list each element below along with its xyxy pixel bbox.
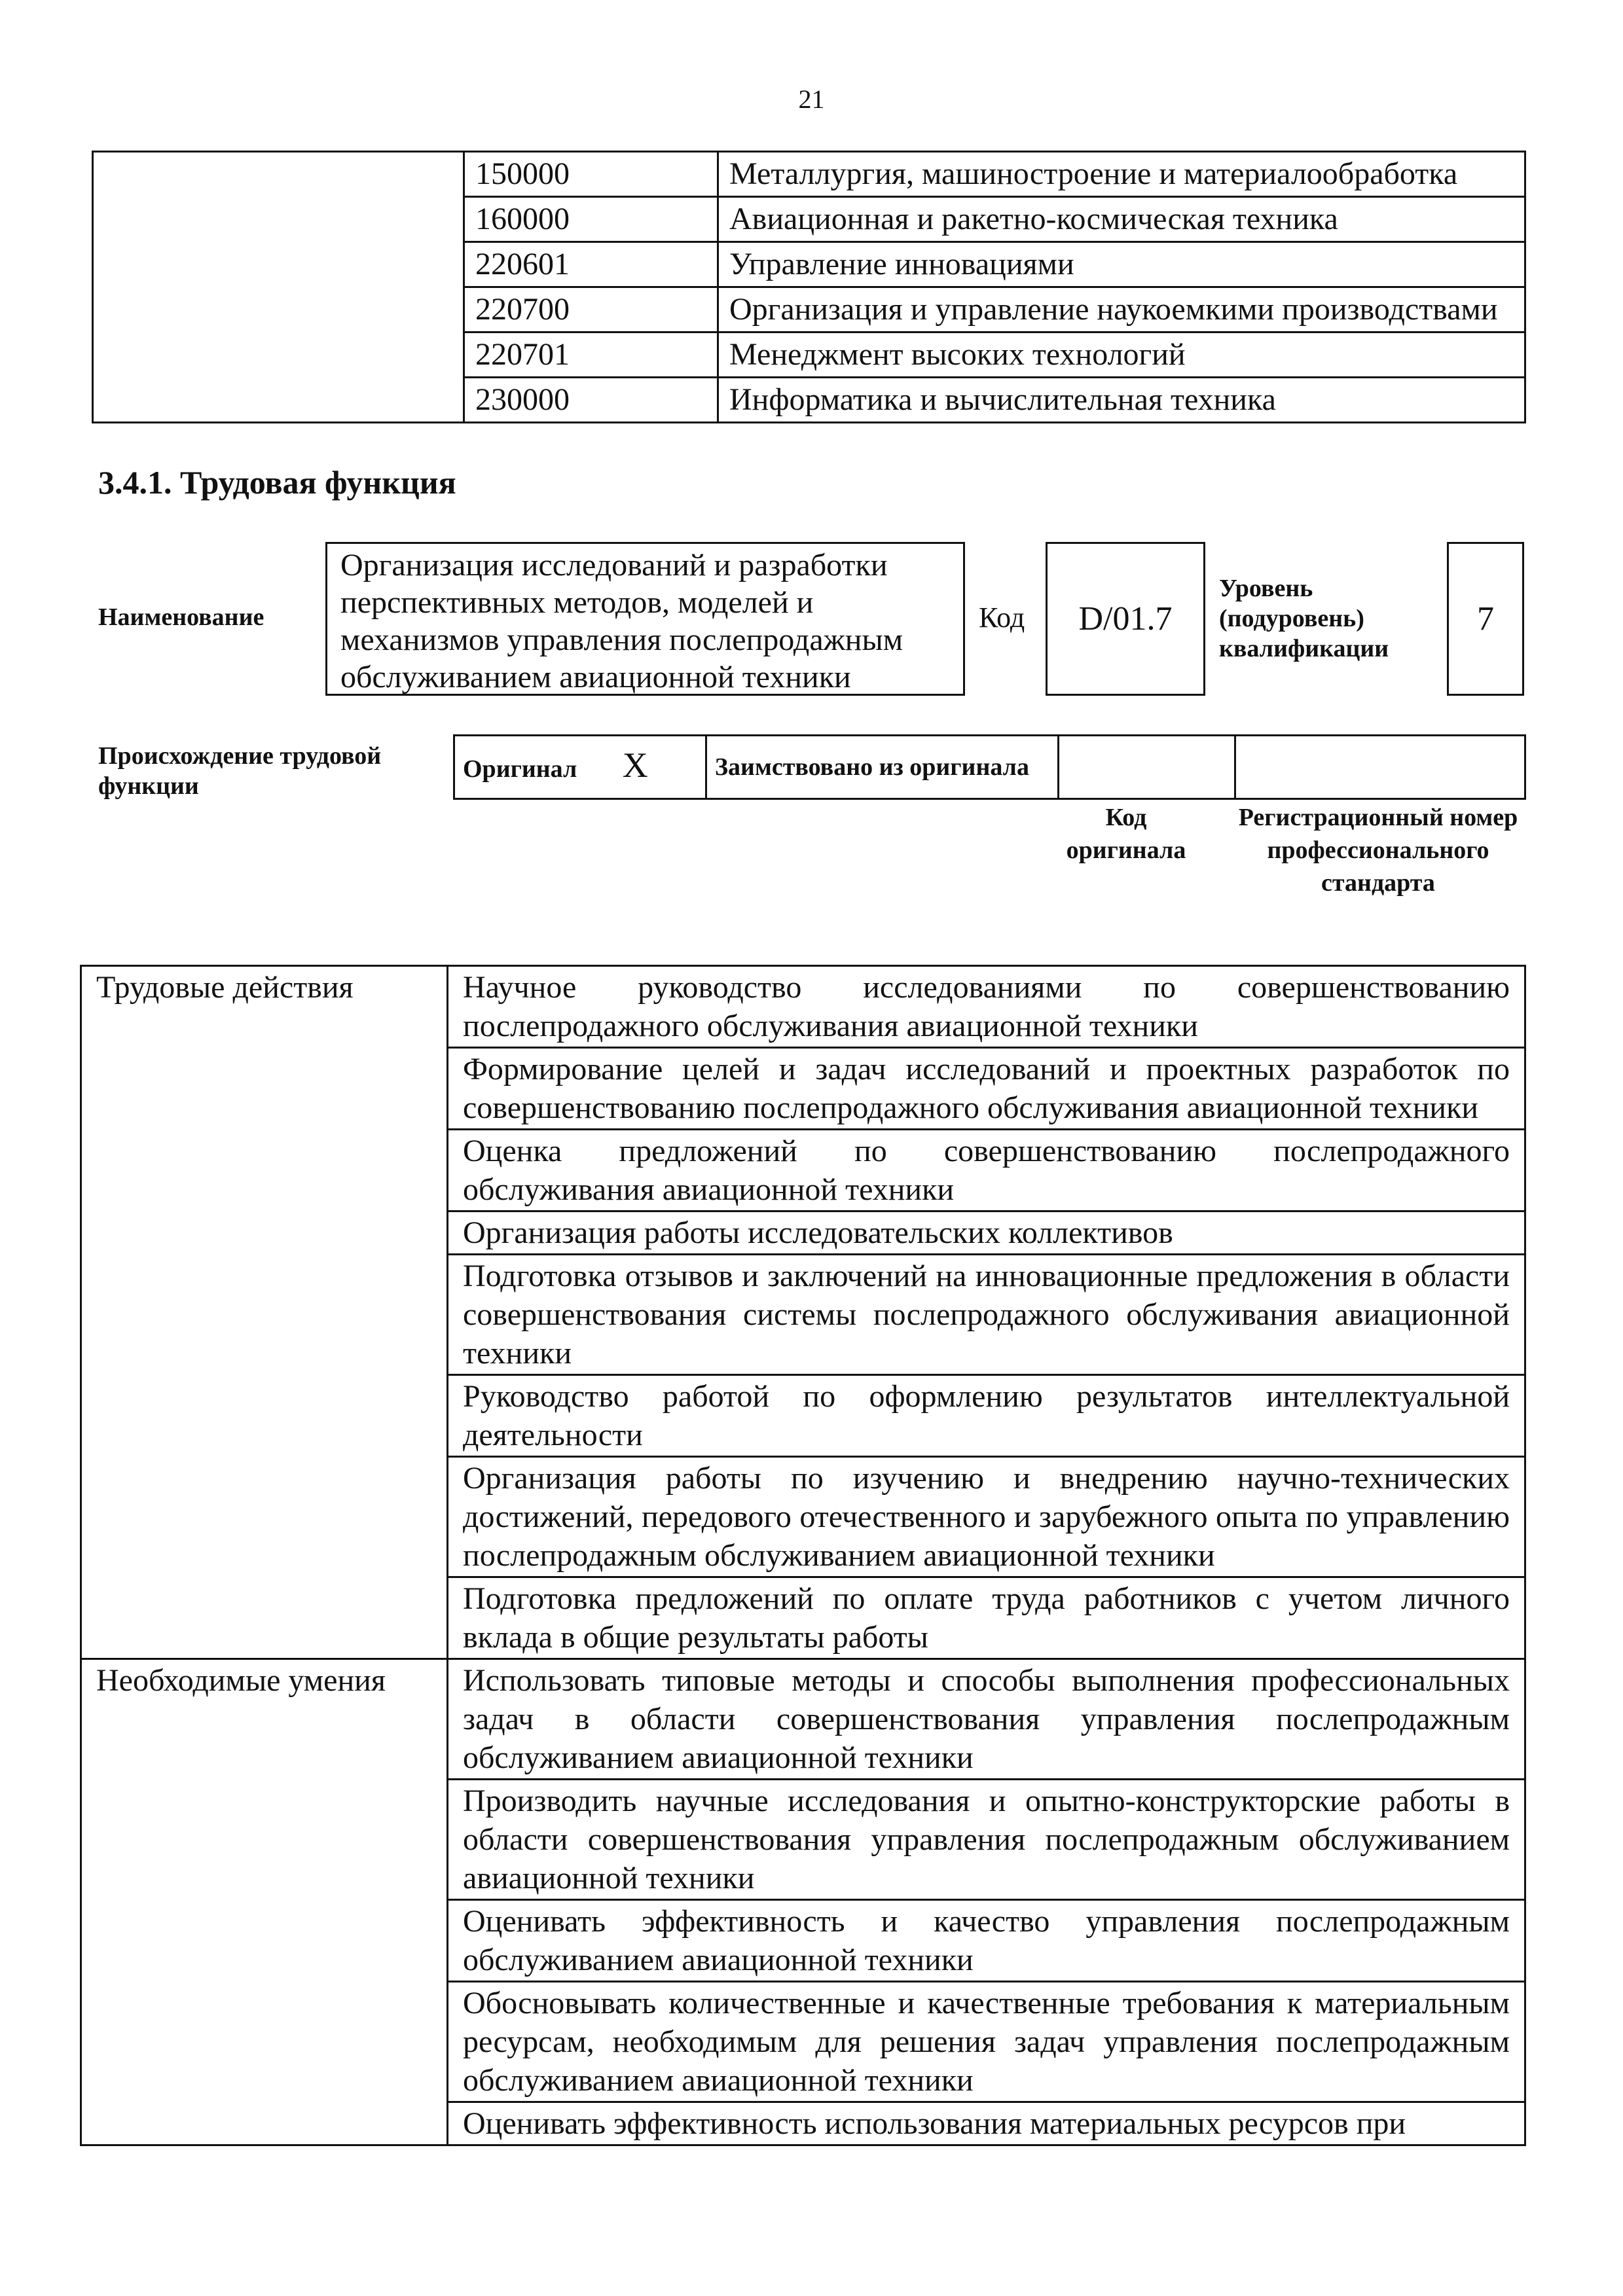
skills-label: Необходимые умения bbox=[81, 1659, 448, 2145]
function-name-box: Организация исследований и разработки перспективных методов, моделей и механизмов управления послепродажным обслуживанием авиационной техники bbox=[325, 542, 965, 696]
qualification-level-label: Уровень (подуровень) квалификации bbox=[1219, 575, 1389, 662]
code-cell: 150000 bbox=[464, 152, 718, 197]
table-row bbox=[81, 966, 1525, 1048]
original-code-caption: Код оригинала bbox=[1066, 804, 1186, 864]
list-item: Формирование целей и задач исследований и проектных разработок по совершенствованию послепродажного обслуживания авиационной техники bbox=[448, 1048, 1525, 1130]
name-cell: Металлургия, машиностроение и материалообработка bbox=[718, 152, 1525, 197]
list-item: Обосновывать количественные и качественные требования к материальным ресурсам, необходимым для решения задач управления послепродажным обслуживанием авиационной техники bbox=[448, 1982, 1525, 2102]
original-mark: X bbox=[622, 745, 648, 785]
specialty-codes-table bbox=[92, 151, 1526, 423]
function-details-table bbox=[80, 965, 1526, 2146]
name-cell: Менеджмент высоких технологий bbox=[718, 332, 1525, 378]
list-item: Оценивать эффективность использования материальных ресурсов при bbox=[448, 2102, 1525, 2145]
name-cell: Авиационная и ракетно-космическая техника bbox=[718, 197, 1525, 242]
original-label: Оригинал bbox=[463, 755, 577, 783]
code-label: Код bbox=[979, 601, 1025, 634]
list-item: Оценивать эффективность и качество управления послепродажным обслуживанием авиационной техники bbox=[448, 1900, 1525, 1982]
table-row bbox=[454, 736, 1525, 799]
name-cell: Управление инновациями bbox=[718, 242, 1525, 287]
name-cell: Организация и управление наукоемкими производствами bbox=[718, 287, 1525, 332]
origin-label: Происхождение трудовой функции bbox=[98, 742, 382, 800]
code-cell: 220700 bbox=[464, 287, 718, 332]
list-item: Научное руководство исследованиями по совершенствованию послепродажного обслуживания авиационной техники bbox=[448, 966, 1525, 1048]
list-item: Организация работы по изучению и внедрению научно-технических достижений, передового отечественного и зарубежного опыта по управлению послепродажным обслуживанием авиационной техники bbox=[448, 1457, 1525, 1577]
borrowed-cell: Заимствовано из оригинала bbox=[706, 736, 1059, 799]
list-item: Подготовка отзывов и заключений на инновационные предложения в области совершенствования системы послепродажного обслуживания авиационной техники bbox=[448, 1255, 1525, 1375]
code-cell: 160000 bbox=[464, 197, 718, 242]
original-cell bbox=[454, 736, 706, 799]
function-code-box: D/01.7 bbox=[1046, 542, 1205, 696]
section-title: 3.4.1. Трудовая функция bbox=[98, 464, 456, 501]
name-cell: Информатика и вычислительная техника bbox=[718, 378, 1525, 423]
list-item: Организация работы исследовательских коллективов bbox=[448, 1211, 1525, 1255]
list-item: Руководство работой по оформлению результатов интеллектуальной деятельности bbox=[448, 1375, 1525, 1457]
name-label: Наименование bbox=[98, 603, 264, 631]
list-item: Оценка предложений по совершенствованию послепродажного обслуживания авиационной техники bbox=[448, 1130, 1525, 1211]
labor-actions-label: Трудовые действия bbox=[81, 966, 448, 1659]
registration-number-cell bbox=[1235, 736, 1525, 799]
origin-table bbox=[453, 734, 1526, 800]
qualification-level-box: 7 bbox=[1447, 542, 1524, 696]
list-item: Подготовка предложений по оплате труда работников с учетом личного вклада в общие результаты работы bbox=[448, 1577, 1525, 1659]
list-item: Использовать типовые методы и способы выполнения профессиональных задач в области совершенствования управления послепродажным обслуживанием авиационной техники bbox=[448, 1659, 1525, 1780]
original-code-cell bbox=[1059, 736, 1235, 799]
list-item: Производить научные исследования и опытно-конструкторские работы в области совершенствования управления послепродажным обслуживанием авиационной техники bbox=[448, 1780, 1525, 1900]
code-cell: 220701 bbox=[464, 332, 718, 378]
code-cell: 230000 bbox=[464, 378, 718, 423]
registration-number-caption: Регистрационный номер профессионального стандарта bbox=[1238, 804, 1518, 897]
table-row bbox=[81, 1659, 1525, 1780]
page-number: 21 bbox=[798, 84, 825, 114]
empty-cell bbox=[93, 152, 464, 423]
table-row bbox=[93, 152, 1525, 197]
code-cell: 220601 bbox=[464, 242, 718, 287]
